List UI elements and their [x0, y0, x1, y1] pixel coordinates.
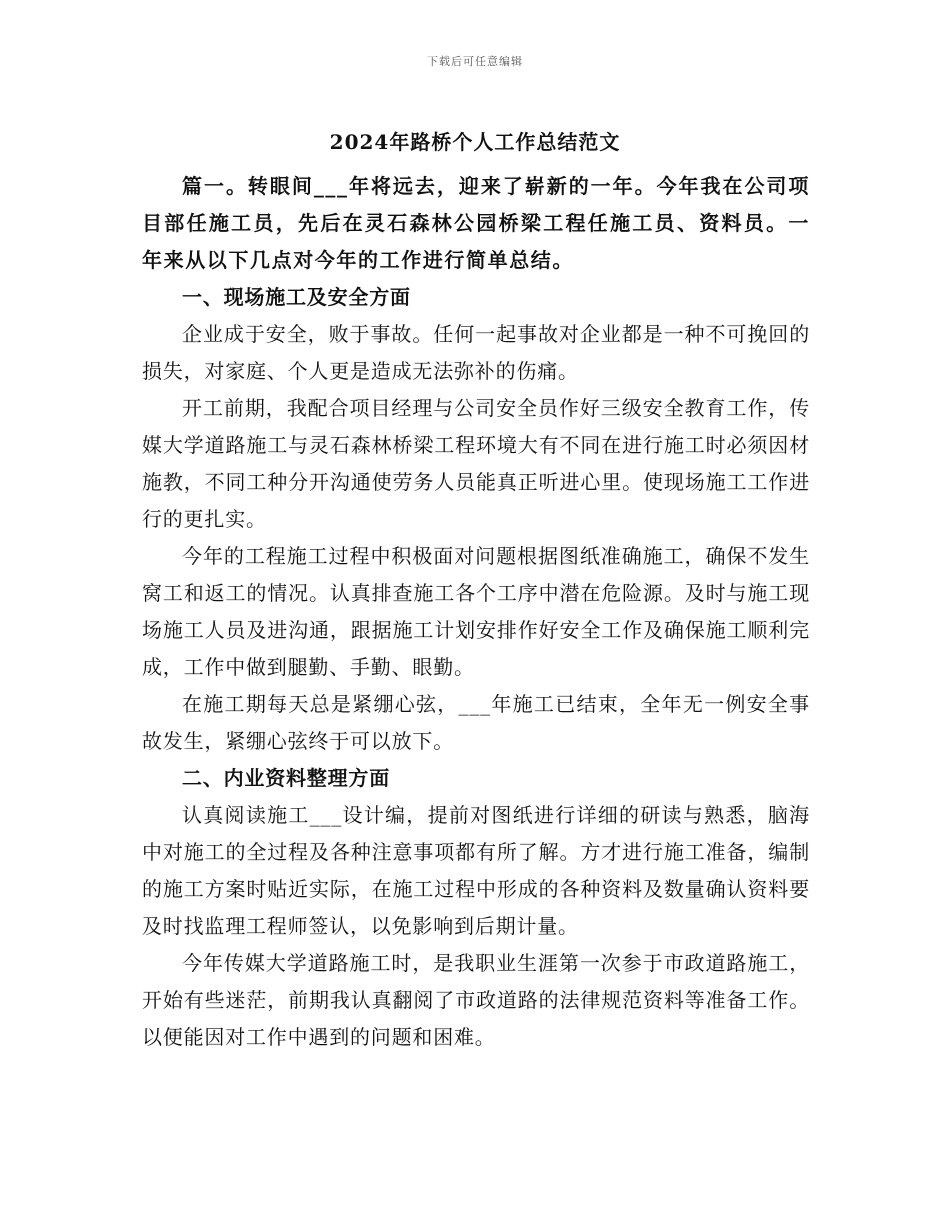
section-heading-site-safety: 一、现场施工及安全方面: [182, 285, 411, 309]
body-paragraph: 企业成于安全，败于事故。任何一起事故对企业都是一种不可挽回的损失，对家庭、个人更是造成无法弥补的伤痛。: [142, 322, 810, 383]
body-paragraph: 认真阅读施工___设计编，提前对图纸进行详细的研读与熟悉，脑海中对施工的全过程及各种注意事项都有所了解。方才进行施工准备，编制的施工方案时贴近实际，在施工过程中形成的各种资料及数量确认资料要及时找监理工程师签认，以免影响到后期计量。: [142, 803, 810, 938]
document-body: [142, 168, 810, 1056]
intro-paragraph: 篇一。转眼间___年将远去，迎来了崭新的一年。今年我在公司项目部任施工员，先后在灵石森林公园桥梁工程任施工员、资料员。一年来从以下几点对今年的工作进行简单总结。: [142, 174, 810, 272]
body-paragraph: 今年传媒大学道路施工时，是我职业生涯第一次参于市政道路施工，开始有些迷茫，前期我认真翻阅了市政道路的法律规范资料等准备工作。以便能因对工作中遇到的问题和困难。: [142, 951, 810, 1049]
document-title: 2024年路桥个人工作总结范文: [329, 130, 621, 154]
body-paragraph: 今年的工程施工过程中积极面对问题根据图纸准确施工，确保不发生窝工和返工的情况。认真排查施工各个工序中潜在危险源。及时与施工现场施工人员及进沟通，跟据施工计划安排作好安全工作及确保施工顺利完成，工作中做到腿勤、手勤、眼勤。: [142, 544, 810, 679]
body-paragraph: 在施工期每天总是紧绷心弦，___年施工已结束，全年无一例安全事故发生，紧绷心弦终于可以放下。: [142, 692, 810, 753]
body-paragraph: 开工前期，我配合项目经理与公司安全员作好三级安全教育工作，传媒大学道路施工与灵石森林桥梁工程环境大有不同在进行施工时必须因材施教，不同工种分开沟通使劳务人员能真正听进心里。使现场施工工作进行的更扎实。: [142, 396, 810, 531]
header-note: 下载后可任意编辑: [427, 55, 523, 68]
section-heading-documentation: 二、内业资料整理方面: [182, 766, 390, 790]
